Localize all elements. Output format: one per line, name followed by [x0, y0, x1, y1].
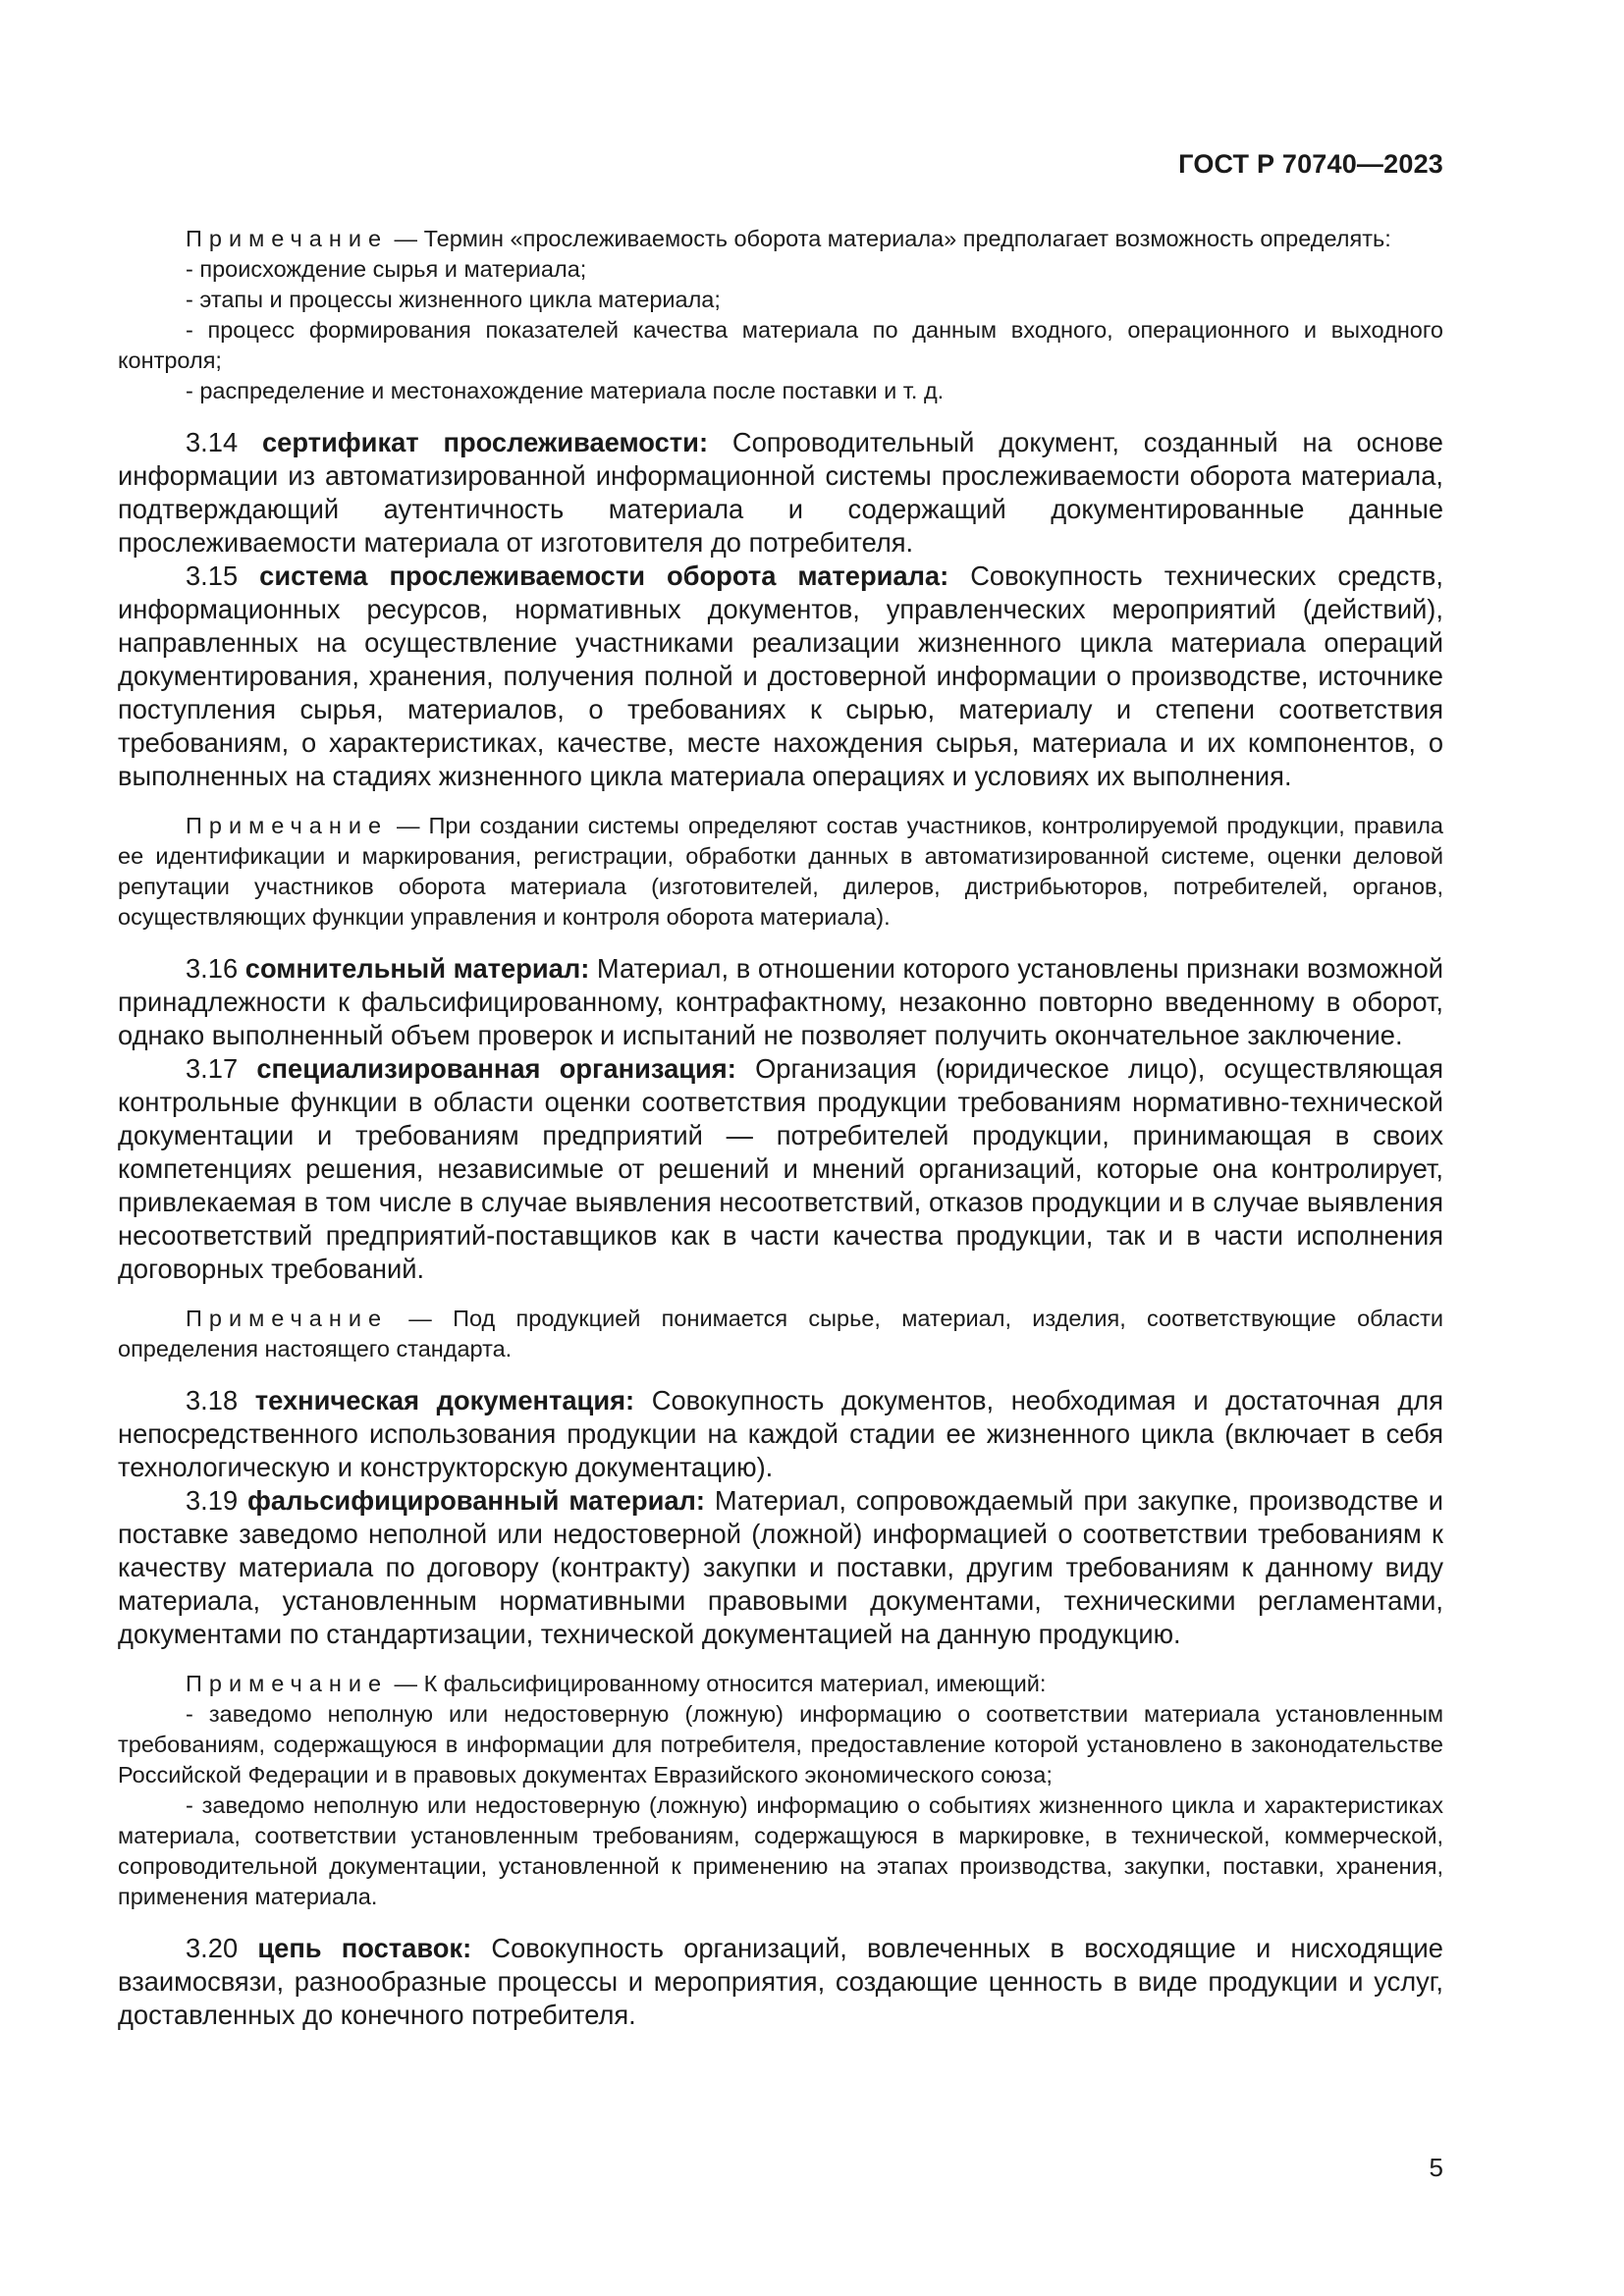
note-3-text	[118, 1304, 1443, 1364]
term: фальсифицированный материал:	[247, 1485, 705, 1516]
definition-3-18	[118, 1384, 1443, 1484]
term: специализированная организация:	[256, 1053, 736, 1084]
note-list-item: - заведомо неполную или недостоверную (ложную) информацию о событиях жизненного цикла и характеристиках материала, соответствии установленным требованиям, содержащуюся в маркировке, в технической, коммерческой, сопроводительной документации, установленной к применению на этапах производства, закупки, поставки, хранения, применения материала.	[118, 1792, 1443, 1909]
note-text: — Под продукцией понимается сырье, материал, изделия, соответствующие области определения настоящего стандарта.	[118, 1306, 1443, 1362]
note-label: Примечание	[186, 1306, 389, 1331]
note-label: Примечание	[186, 813, 389, 838]
definition-text: Совокупность документов, необходимая и достаточная для непосредственного использования продукции на каждой стадии ее жизненного цикла (включает в себя технологическую и конструкторскую документацию).	[118, 1385, 1444, 1482]
note-list-item: - процесс формирования показателей качества материала по данным входного, операционного и выходного контроля;	[118, 317, 1443, 373]
term: система прослеживаемости оборота материала:	[259, 561, 949, 591]
clause-number: 3.19	[186, 1485, 239, 1516]
definition-3-14	[118, 426, 1443, 560]
document-code: ГОСТ Р 70740—2023	[1178, 149, 1443, 179]
definition-3-16	[118, 952, 1443, 1052]
definition-text: Материал, в отношении которого установлены признаки возможной принадлежности к фальсифицированному, контрафактному, незаконно повторно введенному в оборот, однако выполненный объем проверок и испытаний не позволяет получить окончательное заключение.	[118, 953, 1443, 1050]
document-body	[118, 224, 1443, 2032]
clause-number: 3.17	[186, 1053, 239, 1084]
definition-3-19	[118, 1484, 1443, 1651]
term: сертификат прослеживаемости:	[261, 427, 709, 457]
term: цепь поставок:	[257, 1933, 472, 1963]
definition-text: Совокупность организаций, вовлеченных в восходящие и нисходящие взаимосвязи, разнообразные процессы и мероприятия, создающие ценность в виде продукции и услуг, доставленных до конечного потребителя.	[118, 1933, 1443, 2030]
definition-3-20	[118, 1932, 1443, 2032]
clause-number: 3.20	[186, 1933, 239, 1963]
note-list-item: - распределение и местонахождение материала после поставки и т. д.	[186, 378, 945, 403]
note-list-item: - заведомо неполную или недостоверную (ложную) информацию о соответствии материала установленным требованиям, содержащуюся в информации для потребителя, предоставление которой установлено в законодательстве Российской Федерации и в правовых документах Евразийского экономического союза;	[118, 1701, 1443, 1788]
note-1-intro	[118, 224, 1443, 254]
note-label: Примечание	[186, 1671, 389, 1696]
note-block-1	[118, 224, 1443, 406]
definition-text: Совокупность технических средств, информационных ресурсов, нормативных документов, управленческих мероприятий (действий), направленных на осуществление участниками реализации жизненного цикла материала операций документирования, хранения, получения полной и достоверной информации о производстве, источнике поступления сырья, материалов, о требованиях к сырью, материалу и степени соответствия требованиям, о характеристиках, качестве, месте нахождения сырья, материала и их компонентов, о выполненных на стадиях жизненного цикла материала операциях и условиях их выполнения.	[118, 561, 1443, 791]
note-block-3	[118, 1304, 1443, 1364]
note-4-intro	[118, 1669, 1443, 1699]
term: техническая документация:	[254, 1385, 635, 1415]
clause-number: 3.16	[186, 953, 239, 984]
page-number: 5	[1429, 2153, 1443, 2182]
clause-number: 3.14	[186, 427, 239, 457]
definition-text: Сопроводительный документ, созданный на основе информации из автоматизированной информационной системы прослеживаемости оборота материала, подтверждающий аутентичность материала и содержащий документированные данные прослеживаемости материала от изготовителя до потребителя.	[118, 427, 1443, 558]
definition-text: Материал, сопровождаемый при закупке, производстве и поставке заведомо неполной или недостоверной (ложной) информацией о соответствии требованиям к качеству материала по договору (контракту) закупки и поставки, другим требованиям к данному виду материала, установленным нормативными правовыми документами, техническими регламентами, документами по стандартизации, технической документацией на данную продукцию.	[118, 1485, 1443, 1649]
note-text: — При создании системы определяют состав участников, контролируемой продукции, правила ее идентификации и маркирования, регистрации, обработки данных в автоматизированной системе, оценки деловой репутации участников оборота материала (изготовителей, дилеров, дистрибьюторов, потребителей, органов, осуществляющих функции управления и контроля оборота материала).	[118, 813, 1443, 930]
note-list-item: - происхождение сырья и материала;	[186, 256, 587, 282]
definition-3-17	[118, 1052, 1443, 1286]
note-2-text	[118, 811, 1443, 933]
note-text: — К фальсифицированному относится материал, имеющий:	[388, 1671, 1047, 1696]
note-block-2	[118, 811, 1443, 933]
clause-number: 3.15	[186, 561, 239, 591]
term: сомнительный материал:	[244, 953, 590, 984]
clause-number: 3.18	[186, 1385, 239, 1415]
note-label: Примечание	[186, 226, 389, 251]
note-block-4	[118, 1669, 1443, 1912]
definition-text: Организация (юридическое лицо), осуществляющая контрольные функции в области оценки соответствия продукции требованиям нормативно-технической документации и требованиям предприятий — потребителей продукции, принимающая в своих компетенциях решения, независимые от решений и мнений организаций, которые она контролирует, привлекаемая в том числе в случае выявления несоответствий, отказов продукции и в случае выявления несоответствий предприятий-поставщиков как в части качества продукции, так и в части исполнения договорных требований.	[118, 1053, 1443, 1284]
definition-3-15	[118, 560, 1443, 793]
note-text: — Термин «прослеживаемость оборота материала» предполагает возможность определять:	[388, 226, 1391, 251]
note-list-item: - этапы и процессы жизненного цикла материала;	[186, 287, 721, 312]
